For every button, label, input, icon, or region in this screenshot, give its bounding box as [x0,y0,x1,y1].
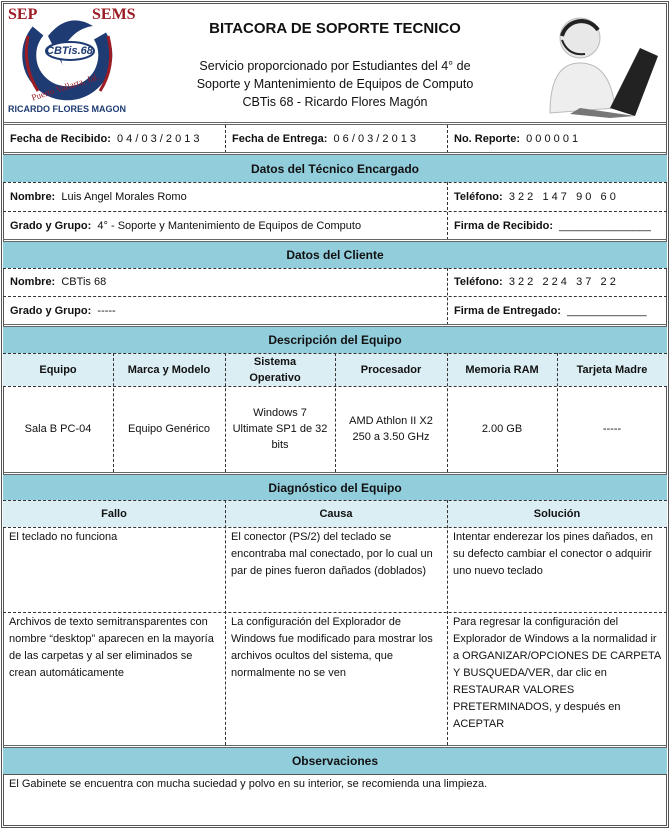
logo-sep: SEP [8,6,38,23]
logo-badge: CBTis.68 [46,45,93,57]
phone-label: Teléfono: [454,190,503,203]
row2-causa: La configuración del Explorador de Windows fue modificado para mostrar los archivos ocultos del sistema, que normalmente no se ven [231,616,433,679]
report-value: 0 0 0 0 0 1 [526,133,579,145]
grade-label: Grado y Grupo: [10,304,92,317]
row1-solucion: Intentar enderezar los pines dañados, en su defecto cambiar el conector o adquirir uno nuevo teclado [453,531,653,577]
cell-equipo: Sala B PC-04 [24,423,92,435]
received-date [3,125,225,153]
report-label: No. Reporte: [454,133,520,145]
col-header-ram: Memoria RAM [465,363,539,376]
grade-label: Grado y Grupo: [10,219,92,232]
col-header-fallo: Fallo [101,507,127,520]
name-label: Nombre: [10,276,56,288]
subtitle-line: CBTis 68 - Ricardo Flores Magón [242,95,428,109]
col-header-marca: Marca y Modelo [127,363,211,376]
technician-section-header: Datos del Técnico Encargado [3,155,667,182]
client-name [3,268,447,296]
row1-fallo: El teclado no funciona [9,531,118,543]
name-value: Luis Angel Morales Romo [61,190,187,203]
row1-causa: El conector (PS/2) del teclado se encontraba mal conectado, por lo cual un par de pines fueron dañados (doblados) [231,531,433,577]
page-title: BITACORA DE SOPORTE TECNICO [209,20,461,37]
sign-value: _______________ [559,219,651,232]
col-header-causa: Causa [319,507,353,520]
cell-so: Windows 7 Ultimate SP1 de 32 bits [232,407,328,451]
delivery-value: 0 6 / 0 3 / 2 0 1 3 [333,133,417,145]
diagnosis-section-header: Diagnóstico del Equipo [3,475,667,500]
row2-solucion: Para regresar la configuración del Explorador de Windows a la normalidad ir a ORGANIZAR/OPCIONES DE CARPETA Y BUSQUEDA/VER, dar clic en RESTAURAR VALORES PRETERMINADOS, y después en ACEPTAR [453,616,661,730]
cell-tarjeta: ----- [602,423,622,435]
subtitle [140,57,530,111]
phone-label: Teléfono: [454,276,503,288]
phone-value: 3 2 2 2 2 4 3 7 2 2 [508,276,616,288]
client-grade [3,296,447,325]
col-header-equipo: Equipo [39,363,77,376]
technician-phone [447,182,667,211]
technician-signature [447,211,667,240]
col-header-tarjeta: Tarjeta Madre [576,363,648,376]
logo-city: Puerto Vallarta, Jal. [30,71,101,103]
cell-procesador: AMD Athlon II X2 250 a 3.50 GHz [349,415,433,443]
name-label: Nombre: [10,190,56,203]
equipment-section-header: Descripción del Equipo [3,327,667,353]
delivery-date [225,125,447,153]
report-number [447,125,667,153]
col-header-so: Sistema Operativo [249,355,301,384]
name-value: CBTis 68 [61,276,107,288]
technician-name [3,182,447,211]
observations-text: El Gabinete se encuentra con mucha suciedad y polvo en su interior, se recomienda una limpieza. [9,778,488,790]
school-logo [8,6,136,118]
client-phone [447,268,667,296]
grade-value: ----- [97,304,116,317]
school-name: RICARDO FLORES MAGON [8,104,126,114]
cell-marca: Equipo Genérico [128,423,210,435]
received-label: Fecha de Recibido: [10,133,111,145]
cell-ram: 2.00 GB [481,423,523,435]
technician-grade [3,211,447,240]
received-value: 0 4 / 0 3 / 2 0 1 3 [116,133,200,145]
delivery-label: Fecha de Entrega: [232,133,328,145]
sign-label: Firma de Recibido: [454,219,554,232]
subtitle-line: Servicio proporcionado por Estudiantes del 4° de [199,59,471,73]
grade-value: 4° - Soporte y Mantenimiento de Equipos de Computo [97,219,362,232]
row2-fallo: Archivos de texto semitransparentes con nombre “desktop” aparecen en la mayoría de las carpetas y al ser eliminados se crean automáticamente [9,616,214,679]
support-person-illustration [540,8,660,118]
sign-label: Firma de Entregado: [454,304,561,317]
observations-section-header: Observaciones [3,748,667,774]
logo-sems: SEMS [92,6,136,23]
client-signature [447,296,667,325]
phone-value: 3 2 2 1 4 7 9 0 6 0 [508,190,616,203]
sign-value: _____________ [567,304,647,317]
col-header-procesador: Procesador [360,363,422,376]
client-section-header: Datos del Cliente [3,242,667,268]
subtitle-line: Soporte y Mantenimiento de Equipos de Computo [196,77,474,91]
col-header-solucion: Solución [533,507,581,520]
